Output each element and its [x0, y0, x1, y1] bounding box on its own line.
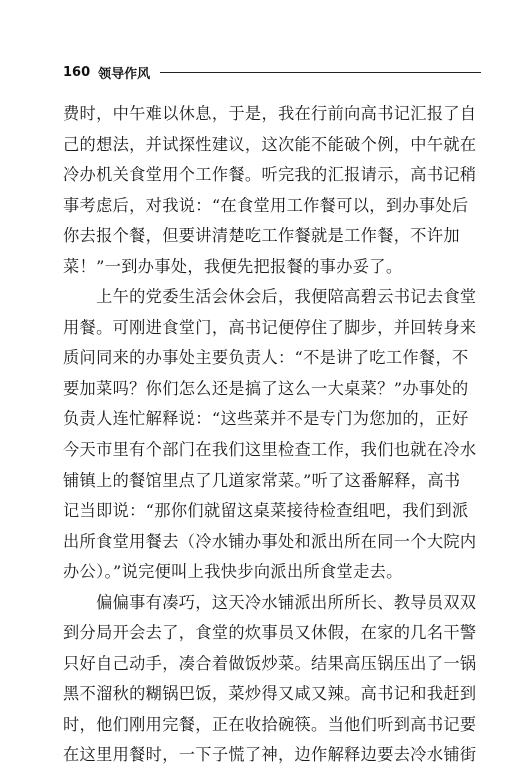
text-line: 己的想法，并试探性建议，这次能不能破个例，中午就在: [63, 134, 477, 154]
text-line: 费时，中午难以休息，于是，我在行前向高书记汇报了自: [63, 104, 477, 123]
text-line: 质问同来的办事处主要负责人：“不是讲了吃工作餐，不: [63, 348, 469, 368]
text-line: 到分局开会去了，食堂的炊事员又休假，在家的几名干警: [63, 623, 477, 643]
text-line: 铺镇上的餐馆里点了几道家常菜。”听了这番解释，高书: [63, 470, 461, 490]
text-line: 办公）。”说完便叫上我快步向派出所食堂走去。: [63, 562, 403, 582]
text-line: 今天市里有个部门在我们这里检查工作，我们也就在冷水: [63, 440, 477, 460]
text-line: 在这里用餐时，一下子慌了神，边作解释边要去冷水铺街: [63, 745, 477, 765]
text-line: 只好自己动手，凑合着做饭炒菜。结果高压锅压出了一锅: [63, 653, 477, 673]
section-title: 领导作风: [98, 66, 151, 82]
paragraph: [63, 588, 481, 771]
text-line: 事考虑后，对我说：“在食堂用工作餐可以，到办事处后: [63, 195, 469, 215]
text-line: 记当即说：“那你们就留这桌菜接待检查组吧，我们到派: [63, 501, 469, 521]
text-line: 黑不溜秋的糊锅巴饭，菜炒得又咸又辣。高书记和我赶到: [63, 684, 477, 704]
text-line: 上午的党委生活会休会后，我便陪高碧云书记去食堂: [63, 287, 477, 307]
text-line: 偏偏事有凑巧，这天冷水铺派出所所长、教导员双双: [63, 592, 477, 612]
paragraph: [63, 282, 481, 587]
header-rule: [160, 72, 481, 73]
text-line: 负责人连忙解释说：“这些菜并不是专门为您加的，正好: [63, 409, 469, 429]
running-header: [63, 60, 481, 84]
text-line: 出所食堂用餐去（冷水铺办事处和派出所在同一个大院内: [63, 531, 477, 551]
text-line: 冷办机关食堂用个工作餐。听完我的汇报请示，高书记稍: [63, 165, 477, 185]
text-line: 要加菜吗？你们怎么还是搞了这么一大桌菜？”办事处的: [63, 378, 469, 398]
text-line: 时，他们刚用完餐，正在收拾碗筷。当他们听到高书记要: [63, 714, 477, 734]
page-number: 160: [63, 64, 91, 80]
paragraph: [63, 99, 481, 282]
text-line: 你去报个餐，但要讲清楚吃工作餐就是工作餐，不许加: [63, 226, 460, 246]
body-text: [63, 99, 481, 771]
text-line: 菜！”一到办事处，我便先把报餐的事办妥了。: [63, 256, 403, 276]
text-line: 用餐。可刚进食堂门，高书记便停住了脚步，并回转身来: [63, 317, 477, 337]
